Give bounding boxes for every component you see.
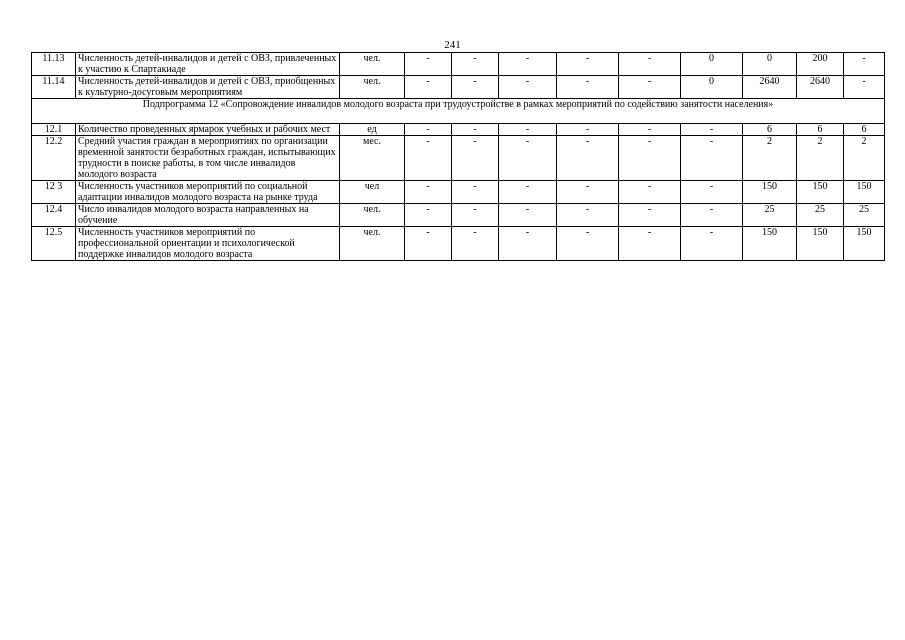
value-cell: 6: [844, 124, 885, 136]
value-cell: 2640: [743, 76, 797, 99]
value-cell: -: [844, 76, 885, 99]
table-row: [32, 124, 885, 136]
value-cell: -: [619, 76, 681, 99]
indicator-name: Численность участников мероприятий по социальной адаптации инвалидов молодого возраста на рынке труда: [76, 181, 340, 204]
value-cell: -: [405, 124, 452, 136]
subprogram-row: [32, 99, 885, 124]
unit-cell: чел: [340, 181, 405, 204]
value-cell: 2: [797, 136, 844, 181]
value-cell: -: [557, 204, 619, 227]
value-cell: 2: [743, 136, 797, 181]
table-row: [32, 227, 885, 261]
value-cell: 150: [844, 227, 885, 261]
value-cell: -: [452, 53, 499, 76]
value-cell: -: [499, 227, 557, 261]
unit-cell: чел.: [340, 76, 405, 99]
value-cell: 6: [743, 124, 797, 136]
value-cell: -: [557, 76, 619, 99]
row-number: 12 3: [32, 181, 76, 204]
value-cell: -: [499, 204, 557, 227]
table-row: [32, 76, 885, 99]
value-cell: -: [681, 181, 743, 204]
value-cell: -: [619, 124, 681, 136]
value-cell: 150: [797, 227, 844, 261]
indicators-table: [31, 52, 885, 261]
row-number: 12.2: [32, 136, 76, 181]
unit-cell: чел.: [340, 53, 405, 76]
row-number: 12.4: [32, 204, 76, 227]
value-cell: -: [619, 227, 681, 261]
value-cell: 0: [743, 53, 797, 76]
indicator-name: Количество проведенных ярмарок учебных и рабочих мест: [76, 124, 340, 136]
value-cell: -: [452, 181, 499, 204]
value-cell: -: [557, 124, 619, 136]
value-cell: -: [619, 204, 681, 227]
unit-cell: ед: [340, 124, 405, 136]
value-cell: 25: [743, 204, 797, 227]
table-row: [32, 53, 885, 76]
indicator-name: Число инвалидов молодого возраста направленных на обучение: [76, 204, 340, 227]
value-cell: -: [452, 227, 499, 261]
value-cell: -: [844, 53, 885, 76]
indicator-name: Численность детей-инвалидов и детей с ОВЗ, приобщенных к культурно-досуговым мероприятиям: [76, 76, 340, 99]
value-cell: -: [619, 181, 681, 204]
row-number: 11.14: [32, 76, 76, 99]
value-cell: -: [681, 227, 743, 261]
row-number: 12.5: [32, 227, 76, 261]
value-cell: -: [452, 124, 499, 136]
indicator-name: Средний участия граждан в мероприятиях по организации временной занятости безработных граждан, испытывающих трудности в поиске работы, в том числе инвалидов молодого возраста: [76, 136, 340, 181]
value-cell: 25: [797, 204, 844, 227]
value-cell: 150: [844, 181, 885, 204]
value-cell: 2: [844, 136, 885, 181]
value-cell: -: [405, 227, 452, 261]
unit-cell: чел.: [340, 204, 405, 227]
table-row: [32, 181, 885, 204]
subprogram-title: Подпрограмма 12 «Сопровождение инвалидов молодого возраста при трудоустройстве в рамках мероприятий по содействию занятости населения»: [32, 99, 885, 124]
page-number: 241: [444, 39, 461, 51]
unit-cell: чел.: [340, 227, 405, 261]
value-cell: 150: [797, 181, 844, 204]
value-cell: -: [405, 181, 452, 204]
value-cell: -: [499, 181, 557, 204]
value-cell: -: [452, 204, 499, 227]
value-cell: -: [499, 53, 557, 76]
value-cell: -: [405, 53, 452, 76]
indicator-name: Численность детей-инвалидов и детей с ОВЗ, привлеченных к участию к Спартакиаде: [76, 53, 340, 76]
value-cell: -: [619, 53, 681, 76]
value-cell: 150: [743, 181, 797, 204]
value-cell: 25: [844, 204, 885, 227]
row-number: 11.13: [32, 53, 76, 76]
value-cell: -: [405, 204, 452, 227]
value-cell: -: [557, 227, 619, 261]
value-cell: 0: [681, 53, 743, 76]
value-cell: 150: [743, 227, 797, 261]
value-cell: -: [681, 136, 743, 181]
indicator-name: Численность участников мероприятий по профессиональной ориентации и психологической поддержке инвалидов молодого возраста: [76, 227, 340, 261]
value-cell: -: [499, 136, 557, 181]
value-cell: 6: [797, 124, 844, 136]
value-cell: 2640: [797, 76, 844, 99]
value-cell: -: [557, 53, 619, 76]
unit-cell: мес.: [340, 136, 405, 181]
value-cell: -: [405, 76, 452, 99]
value-cell: -: [452, 136, 499, 181]
value-cell: -: [405, 136, 452, 181]
value-cell: 0: [681, 76, 743, 99]
table-row: [32, 204, 885, 227]
value-cell: -: [557, 181, 619, 204]
value-cell: -: [681, 124, 743, 136]
value-cell: -: [619, 136, 681, 181]
value-cell: -: [681, 204, 743, 227]
value-cell: -: [557, 136, 619, 181]
value-cell: -: [499, 76, 557, 99]
value-cell: -: [452, 76, 499, 99]
value-cell: 200: [797, 53, 844, 76]
value-cell: -: [499, 124, 557, 136]
table-row: [32, 136, 885, 181]
row-number: 12.1: [32, 124, 76, 136]
